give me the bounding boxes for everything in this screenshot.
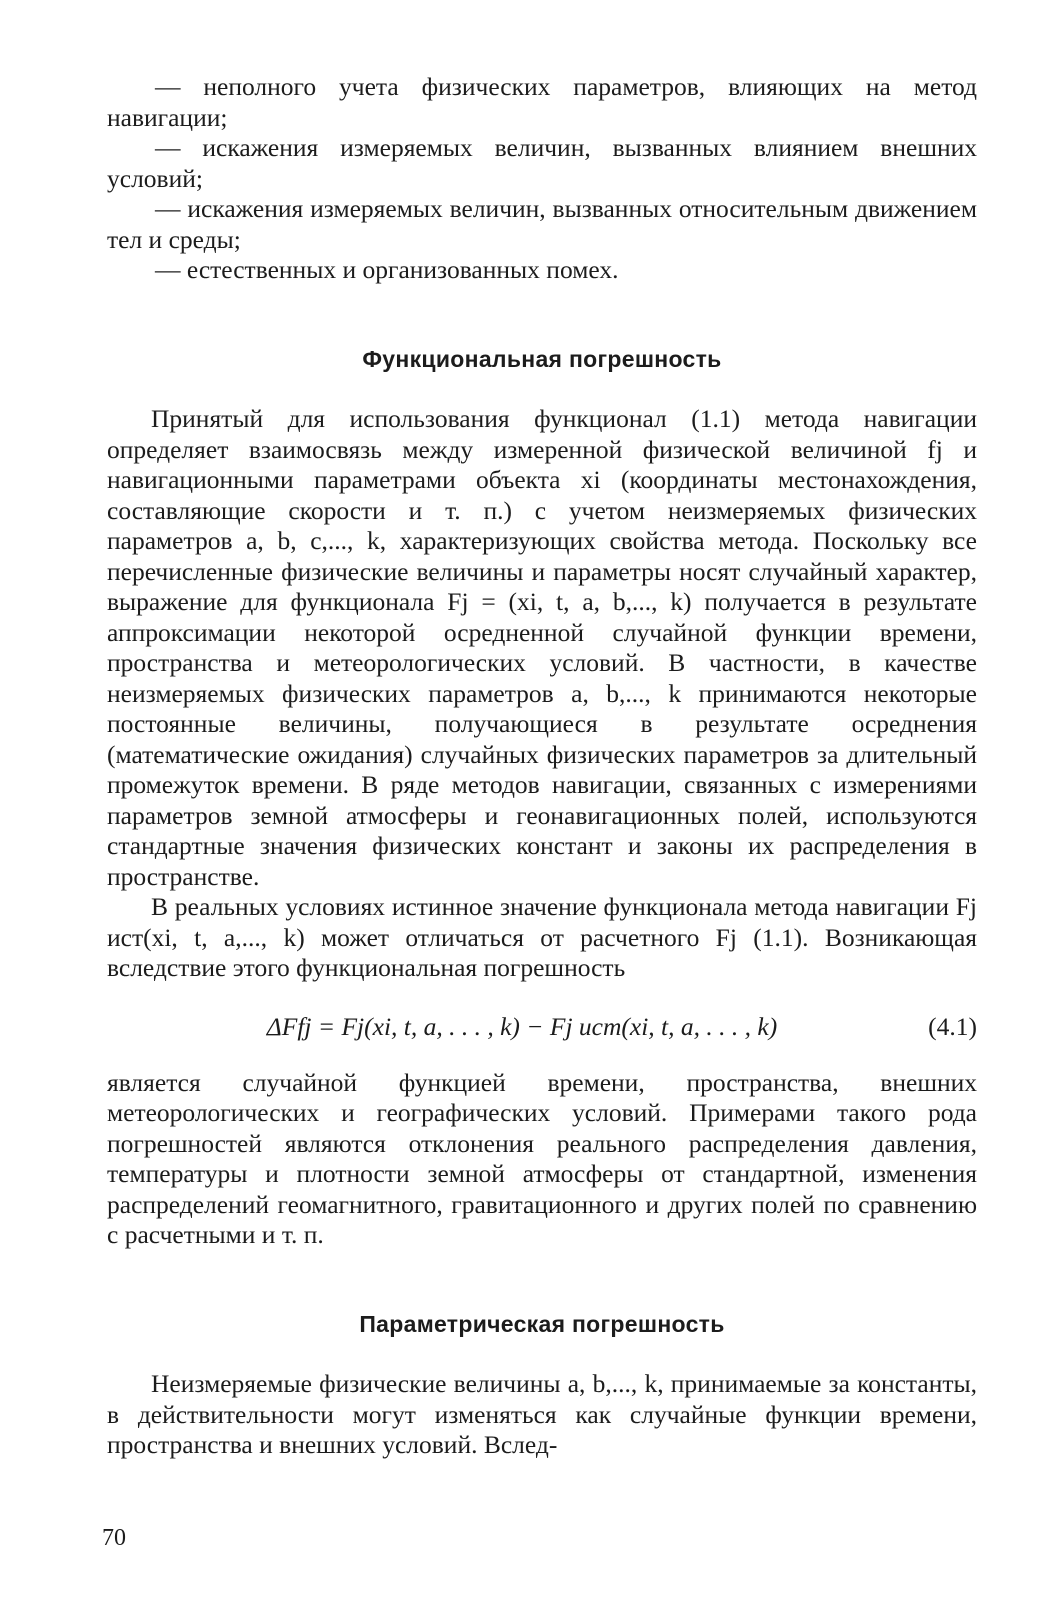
- equation-4-1: [107, 1008, 977, 1048]
- list-item: — неполного учета физических параметров, влияющих на метод навигации;: [107, 72, 977, 132]
- list-item: — искажения измеряемых величин, вызванных относительным движением тел и среды;: [107, 194, 977, 254]
- equation-number: (4.1): [928, 1012, 977, 1042]
- paragraph: Неизмеряемые физические величины a, b,..., k, принимаемые за константы, в действительности могут изменяться как случайные функции времени, пространства и внешних условий. Вслед-: [107, 1369, 977, 1459]
- error-sources-list: [107, 72, 977, 286]
- paragraph: В реальных условиях истинное значение функционала метода навигации Fj ист(xi, t, a,..., k) может отличаться от расчетного Fj (1.1). Возникающая вследствие этого функциональная погрешность: [107, 892, 977, 982]
- section-heading-parametric-error: Параметрическая погрешность: [359, 1310, 725, 1337]
- equation-expression: ΔFfj = Fj(xi, t, a, . . . , k) − Fj ист(xi, t, a, . . . , k): [266, 1012, 778, 1042]
- paragraph: Принятый для использования функционал (1.1) метода навигации определяет взаимосвязь между измеренной физической величиной fj и навигационными параметрами объекта xi (координаты местонахождения, составляющие скорости и т. п.) с учетом неизмеряемых физических параметров a, b, c,..., k, характеризующих свойства метода. Поскольку все перечисленные физические величины и параметры носят случайный характер, выражение для функционала Fj = (xi, t, a, b,..., k) получается в результате аппроксимации некоторой осредненной случайной функции времени, пространства и метеорологических условий. В частности, в качестве неизмеряемых физических параметров a, b,..., k принимаются некоторые постоянные величины, получающиеся в результате осреднения (математические ожидания) случайных физических параметров за длительный промежуток времени. В ряде методов навигации, связанных с измерениями параметров земной атмосферы и геонавигационных полей, используются стандартные значения физических констант и законы их распределения в пространстве.: [107, 404, 977, 891]
- section-heading-functional-error: Функциональная погрешность: [362, 345, 722, 372]
- list-item: — искажения измеряемых величин, вызванных влиянием внешних условий;: [107, 133, 977, 193]
- list-item: — естественных и организованных помех.: [155, 255, 619, 284]
- paragraph: является случайной функцией времени, пространства, внешних метеорологических и географических условий. Примерами такого рода погрешностей являются отклонения реального распределения давления, температуры и плотности земной атмосферы от стандартной, изменения распределений геомагнитного, гравитационного и других полей по сравнению с расчетными и т. п.: [107, 1067, 977, 1249]
- page-number: 70: [102, 1525, 126, 1551]
